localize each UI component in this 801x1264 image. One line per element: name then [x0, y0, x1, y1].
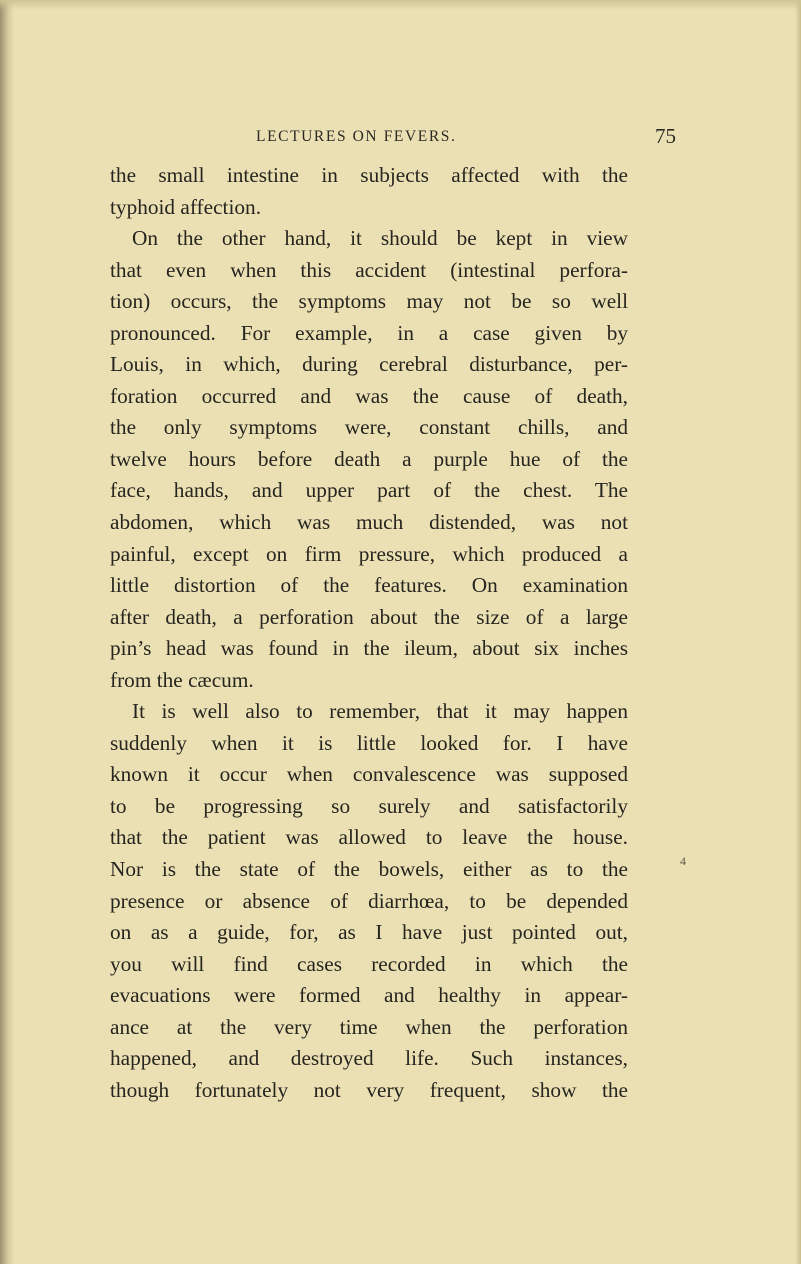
text-line: the small intestine in subjects affected with the — [110, 163, 628, 187]
page-header — [256, 124, 676, 148]
text-line: from the cæcum. — [110, 667, 254, 692]
text-line: Nor is the state of the bowels, either as to the — [110, 857, 628, 882]
text-line: painful, except on firm pressure, which produced a — [110, 541, 628, 566]
text-line: foration occurred and was the cause of death, — [110, 383, 628, 408]
text-line: On the other hand, it should be kept in view — [132, 226, 628, 251]
text-line: abdomen, which was much distended, was not — [110, 510, 628, 535]
text-line: presence or absence of diarrhœa, to be depended — [110, 888, 628, 913]
text-line: pronounced. For example, in a case given by — [110, 320, 628, 345]
text-line: after death, a perforation about the size of a large — [110, 604, 628, 629]
text-line: that even when this accident (intestinal perfora- — [110, 257, 628, 282]
text-line: pin’s head was found in the ileum, about six inches — [110, 636, 628, 661]
page-number: 75 — [655, 124, 676, 148]
margin-mark: 4 — [680, 854, 686, 868]
text-line: It is well also to remember, that it may happen — [132, 699, 628, 724]
text-line: suddenly when it is little looked for. I have — [110, 730, 628, 755]
text-line: though fortunately not very frequent, show the — [110, 1077, 628, 1102]
text-line: to be progressing so surely and satisfactorily — [110, 793, 628, 818]
text-line: twelve hours before death a purple hue of the — [110, 446, 628, 471]
text-line: ance at the very time when the perforation — [110, 1014, 628, 1039]
body-text — [110, 160, 628, 1106]
text-line: typhoid affection. — [110, 194, 262, 219]
text-line: the only symptoms were, constant chills, and — [110, 415, 628, 440]
text-line: that the patient was allowed to leave the house. — [110, 825, 628, 850]
running-head: LECTURES ON FEVERS. — [256, 128, 457, 145]
text-line: you will find cases recorded in which the — [110, 951, 628, 976]
text-line: face, hands, and upper part of the chest. The — [110, 478, 628, 503]
text-line: little distortion of the features. On examination — [110, 573, 628, 598]
text-line: Louis, in which, during cerebral disturbance, per- — [110, 352, 628, 377]
text-line: evacuations were formed and healthy in appear- — [110, 983, 628, 1008]
text-line: tion) occurs, the symptoms may not be so well — [110, 289, 628, 314]
page-edge-shadow — [795, 0, 801, 1264]
text-line: on as a guide, for, as I have just pointed out, — [110, 920, 628, 945]
text-line: happened, and destroyed life. Such instances, — [110, 1046, 628, 1071]
text-line: known it occur when convalescence was supposed — [110, 762, 628, 787]
